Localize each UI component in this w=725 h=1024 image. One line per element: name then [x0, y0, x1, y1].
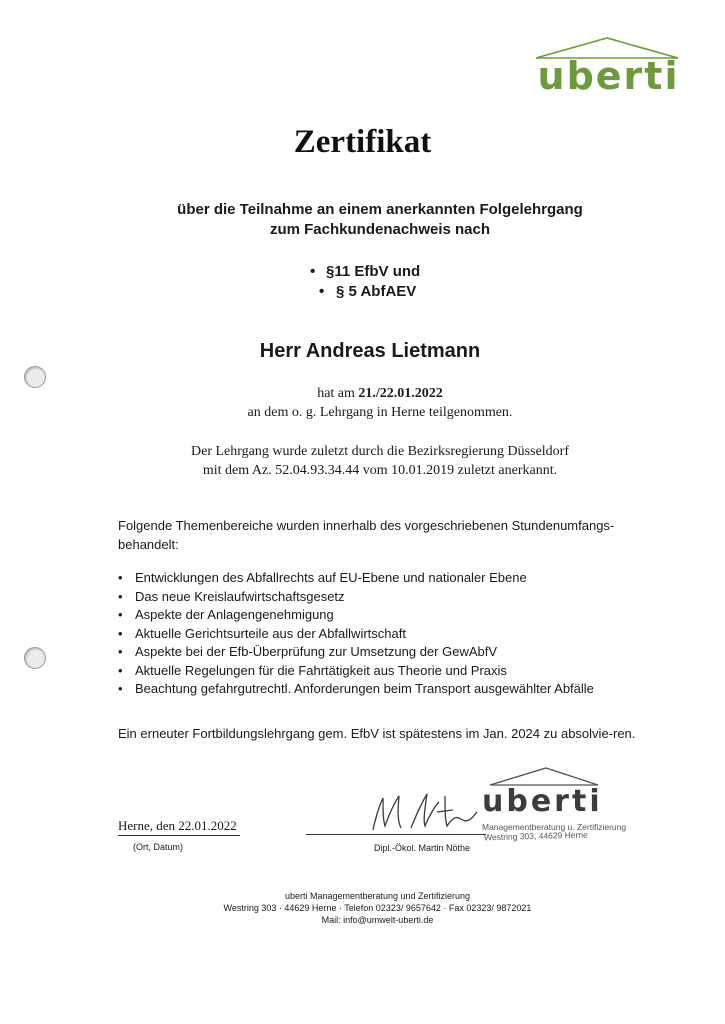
topic-item: • Aktuelle Gerichtsurteile aus der Abfallwirtschaft	[118, 625, 594, 644]
attendance-prefix: hat am	[317, 386, 359, 401]
regulation-list	[310, 262, 420, 302]
certificate-title: Zertifikat	[293, 124, 432, 160]
approval-text	[0, 442, 725, 480]
topic-item: • Aktuelle Regelungen für die Fahrtätigkeit aus Theorie und Praxis	[118, 662, 594, 681]
footer	[0, 890, 725, 926]
topic-item: • Entwicklungen des Abfallrechts auf EU-Ebene und nationaler Ebene	[118, 569, 594, 588]
topic-item: • Das neue Kreislaufwirtschaftsgesetz	[118, 588, 594, 607]
logo-wordmark: uberti	[537, 54, 680, 98]
certificate-subtitle	[0, 200, 725, 240]
stamp-line: Managementberatung u. Zertifizierung	[482, 822, 627, 832]
company-stamp	[480, 766, 650, 856]
attendance-line: an dem o. g. Lehrgang in Herne teilgenommen.	[247, 405, 513, 420]
handwritten-signature	[365, 786, 480, 836]
uberti-logo	[532, 36, 682, 106]
topic-item: • Beachtung gefahrgutrechtl. Anforderungen beim Transport ausgewählter Abfälle	[118, 680, 594, 699]
attendance-date: 21./22.01.2022	[358, 386, 443, 401]
place-date-label: (Ort, Datum)	[133, 842, 184, 852]
signature-line	[306, 834, 486, 835]
footer-line: uberti Managementberatung und Zertifizierung	[284, 891, 471, 901]
place-date: Herne, den 22.01.2022	[118, 818, 240, 836]
attendance-text	[0, 384, 725, 422]
signer-name: Dipl.-Ökol. Martin Nöthe	[374, 843, 471, 853]
topic-item: • Aspekte bei der Efb-Überprüfung zur Umsetzung der GewAbfV	[118, 643, 594, 662]
approval-line: mit dem Az. 52.04.93.34.44 vom 10.01.2019 zuletzt anerkannt.	[202, 463, 558, 478]
regulation-item: • § 5 AbfAEV	[310, 282, 420, 302]
approval-line: Der Lehrgang wurde zuletzt durch die Bezirksregierung Düsseldorf	[191, 444, 569, 459]
topic-item: • Aspekte der Anlagengenehmigung	[118, 606, 594, 625]
footer-line: Mail: info@umwelt-uberti.de	[321, 915, 434, 925]
subtitle-line: zum Fachkundenachweis nach	[269, 221, 491, 238]
topic-list	[118, 569, 594, 699]
stamp-wordmark: uberti	[482, 784, 603, 819]
punch-hole	[24, 647, 46, 669]
stamp-line: Westring 303, 44629 Herne	[483, 829, 588, 843]
subtitle-line: über die Teilnahme an einem anerkannten Folgelehrgang	[177, 201, 583, 218]
recipient-name: Herr Andreas Lietmann	[259, 340, 481, 362]
topics-intro: Folgende Themenbereiche wurden innerhalb des vorgeschriebenen Stundenumfangs-behandelt:	[118, 518, 615, 552]
next-course-note: Ein erneuter Fortbildungslehrgang gem. EfbV ist spätestens im Jan. 2024 zu absolvie-ren.	[118, 726, 636, 741]
footer-line: Westring 303 · 44629 Herne · Telefon 02323/ 9657642 · Fax 02323/ 9872021	[223, 903, 532, 913]
regulation-item: • §11 EfbV und	[310, 262, 420, 282]
